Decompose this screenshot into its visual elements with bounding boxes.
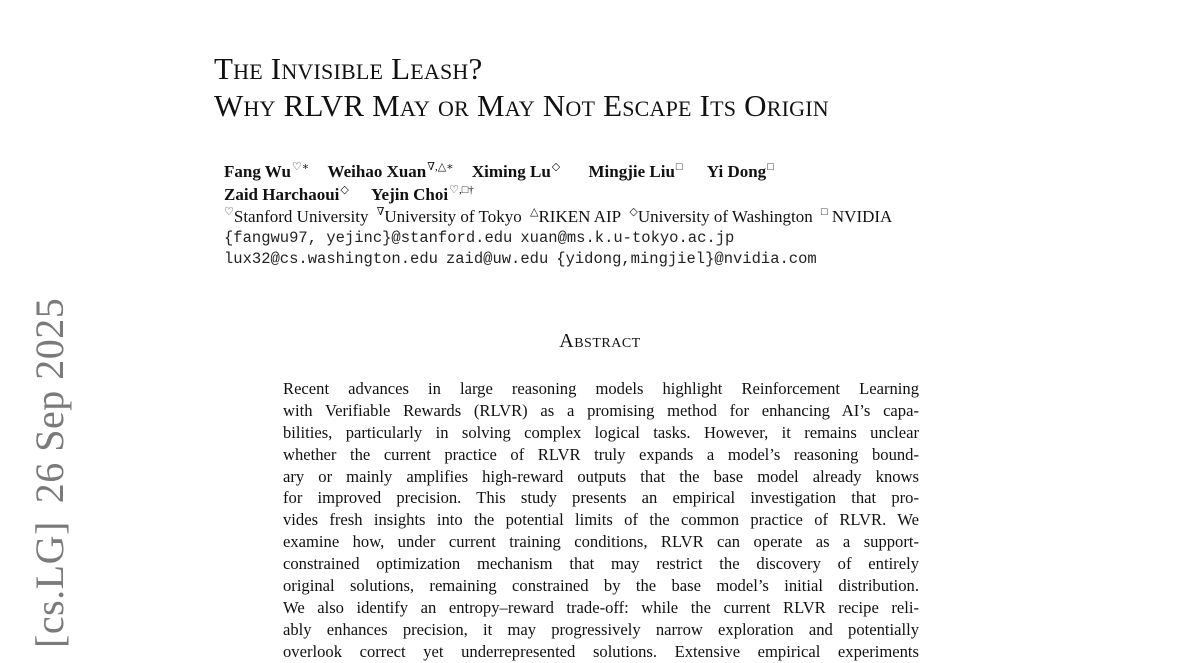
abstract-line: ably enhances precision, it may progressively narrow exploration and potentially <box>283 619 919 639</box>
author-block <box>224 160 1124 270</box>
author-row-2 <box>224 183 1124 206</box>
affiliation: ♡Stanford University <box>224 206 369 226</box>
email[interactable]: xuan@ms.k.u-tokyo.ac.jp <box>520 229 735 247</box>
email-row-1 <box>224 228 1124 249</box>
title-line-2: Why RLVR May or May Not Escape Its Origin <box>214 88 829 123</box>
abstract-line: Recent advances in large reasoning models highlight Reinforcement Learning <box>283 379 919 398</box>
affiliation: △RIKEN AIP <box>529 206 622 226</box>
abstract-line: original solutions, remaining constrained by the base model’s initial distribution. <box>283 576 919 596</box>
affiliations <box>224 206 1124 228</box>
arxiv-category: [cs.LG] <box>27 521 72 648</box>
paper-title <box>214 50 1114 124</box>
abstract-line: examine how, under current training conditions, RLVR can operate as a support- <box>283 532 919 552</box>
author: Mingjie Liu□ <box>588 161 683 181</box>
abstract-line: We also identify an entropy–reward trade-off: while the current RLVR recipe reli- <box>283 597 919 617</box>
email[interactable]: {yidong,mingjiel}@nvidia.com <box>556 250 817 268</box>
author: Yi Dong□ <box>706 161 774 181</box>
author-row-1 <box>224 160 1124 183</box>
abstract-heading: Abstract <box>559 330 641 352</box>
abstract-line: overlook correct yet underrepresented solutions. Extensive empirical experiments <box>283 641 919 661</box>
email[interactable]: zaid@uw.edu <box>445 250 549 268</box>
abstract-line: with Verifiable Rewards (RLVR) as a promising method for enhancing AI’s capa- <box>283 400 919 420</box>
abstract-line: for improved precision. This study presents an empirical investigation that pro- <box>283 488 919 508</box>
email[interactable]: {fangwu97, yejinc}@stanford.edu <box>224 229 513 247</box>
author: Yejin Choi♡,□† <box>371 184 474 204</box>
author: Fang Wu♡∗ <box>224 161 310 181</box>
email[interactable]: lux32@cs.washington.edu <box>224 250 438 268</box>
abstract-line: bilities, particularly in solving complex logical tasks. However, it remains unclear <box>283 422 919 442</box>
author: Weihao Xuan∇,△∗ <box>327 161 454 181</box>
affiliation: □ NVIDIA <box>820 206 893 226</box>
abstract-line: whether the current practice of RLVR truly expands a model’s reasoning bound- <box>283 444 919 464</box>
abstract-body <box>283 378 919 663</box>
title-line-1: The Invisible Leash? <box>214 51 483 86</box>
author: Ximing Lu◇ <box>471 161 561 181</box>
author: Zaid Harchaoui◇ <box>224 184 349 204</box>
arxiv-date: 26 Sep 2025 <box>27 297 72 504</box>
affiliation: ◇University of Washington <box>629 206 813 226</box>
email-row-2 <box>224 249 1124 270</box>
abstract-line: ary or mainly amplifies high-reward outputs that the base model already knows <box>283 466 919 486</box>
affiliation: ∇University of Tokyo <box>376 206 522 226</box>
abstract-line: vides fresh insights into the potential limits of the common practice of RLVR. We <box>283 510 919 530</box>
abstract-line: constrained optimization mechanism that may restrict the discovery of entirely <box>283 554 919 574</box>
